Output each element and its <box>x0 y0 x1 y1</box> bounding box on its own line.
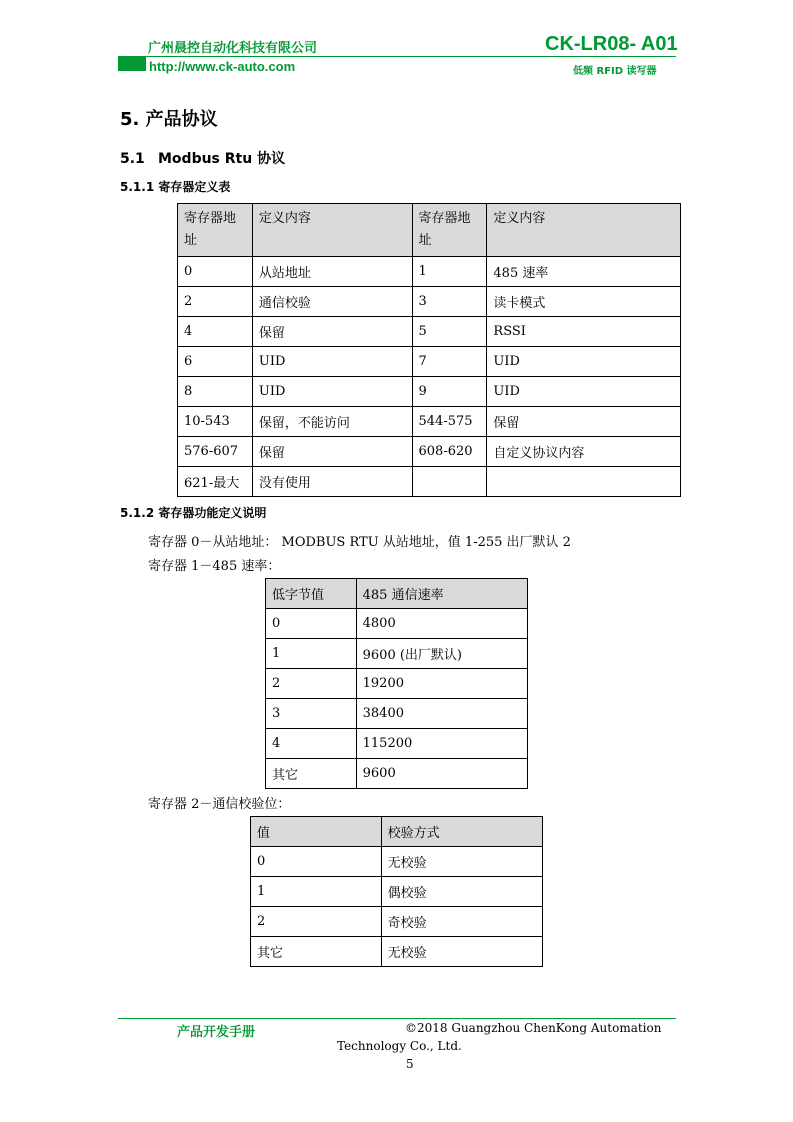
website-url: http://www.ck-auto.com <box>149 59 296 74</box>
table-cell: 1 <box>251 877 382 907</box>
subsection-title <box>120 148 285 168</box>
table-cell: 608-620 <box>412 437 487 467</box>
table-cell: 保留 <box>252 317 412 347</box>
table-row <box>266 699 528 729</box>
table-cell: UID <box>252 377 412 407</box>
table-cell: 0 <box>178 257 253 287</box>
table-row <box>266 609 528 639</box>
table-cell: 保留 <box>252 437 412 467</box>
table-row <box>178 347 681 377</box>
table-row <box>178 257 681 287</box>
register1-description: 寄存器 1－485 速率： <box>148 559 281 574</box>
table-cell: 没有使用 <box>252 467 412 497</box>
header-cell: 485 通信速率 <box>356 579 527 609</box>
table-header-row <box>251 817 543 847</box>
footer-copyright-line2: Technology Co., Ltd. <box>337 1039 462 1053</box>
footer-manual-title: 产品开发手册 <box>177 1025 256 1040</box>
header-cell: 寄存器地址 <box>412 204 487 257</box>
header-cell: 值 <box>251 817 382 847</box>
header-cell: 低字节值 <box>266 579 357 609</box>
table-cell: 621-最大 <box>178 467 253 497</box>
table-row <box>266 639 528 669</box>
table-cell: 3 <box>412 287 487 317</box>
subsection-label: Modbus Rtu 协议 <box>158 151 286 167</box>
register-table-heading: 5.1.1 寄存器定义表 <box>120 180 231 194</box>
table-row <box>266 729 528 759</box>
table-row <box>178 437 681 467</box>
register-function-heading: 5.1.2 寄存器功能定义说明 <box>120 506 267 520</box>
table-cell: 485 速率 <box>487 257 681 287</box>
table-cell: 3 <box>266 699 357 729</box>
table-cell: UID <box>487 377 681 407</box>
header-cell: 校验方式 <box>381 817 542 847</box>
table-cell: 4800 <box>356 609 527 639</box>
table-cell: 保留 <box>487 407 681 437</box>
table-cell: 4 <box>266 729 357 759</box>
table-cell: 保留，不能访问 <box>252 407 412 437</box>
table-cell: 2 <box>251 907 382 937</box>
table-cell: 4 <box>178 317 253 347</box>
product-subtitle: 低频 RFID 读写器 <box>573 66 657 77</box>
footer-divider <box>118 1018 676 1019</box>
table-cell: 无校验 <box>381 847 542 877</box>
model-number: CK-LR08- A01 <box>545 33 678 55</box>
table-cell: 通信校验 <box>252 287 412 317</box>
table-cell: 从站地址 <box>252 257 412 287</box>
table-row <box>178 377 681 407</box>
table-cell: 偶校验 <box>381 877 542 907</box>
table-cell: 8 <box>178 377 253 407</box>
table-row <box>266 669 528 699</box>
table-row <box>251 847 543 877</box>
table-cell: 其它 <box>266 759 357 789</box>
header-cell: 寄存器地址 <box>178 204 253 257</box>
table-cell: UID <box>487 347 681 377</box>
table-cell: 9 <box>412 377 487 407</box>
table-cell: 6 <box>178 347 253 377</box>
table-cell: 1 <box>266 639 357 669</box>
company-name: 广州晨控自动化科技有限公司 <box>148 41 318 56</box>
header-accent-bar <box>118 57 146 71</box>
subsection-number: 5.1 <box>120 151 145 167</box>
table-cell: 1 <box>412 257 487 287</box>
header-cell: 定义内容 <box>252 204 412 257</box>
table-cell: 38400 <box>356 699 527 729</box>
parity-table <box>250 816 543 967</box>
header-cell: 定义内容 <box>487 204 681 257</box>
footer-copyright: ©2018 Guangzhou ChenKong Automation <box>405 1021 662 1035</box>
page-number: 5 <box>406 1057 414 1071</box>
table-cell: UID <box>252 347 412 377</box>
table-cell: 9600 <box>356 759 527 789</box>
table-cell: 0 <box>251 847 382 877</box>
table-row <box>178 467 681 497</box>
table-cell: 2 <box>266 669 357 699</box>
register-definition-table <box>177 203 681 497</box>
table-cell: RSSI <box>487 317 681 347</box>
table-cell: 19200 <box>356 669 527 699</box>
section-title: 5. 产品协议 <box>120 109 218 130</box>
header-divider <box>118 56 676 57</box>
table-row <box>178 287 681 317</box>
table-cell: 576-607 <box>178 437 253 467</box>
table-cell: 5 <box>412 317 487 347</box>
table-cell: 0 <box>266 609 357 639</box>
table-cell: 读卡模式 <box>487 287 681 317</box>
table-row <box>251 907 543 937</box>
table-cell: 无校验 <box>381 937 542 967</box>
table-row <box>266 759 528 789</box>
register2-description: 寄存器 2－通信校验位： <box>148 797 291 812</box>
table-row <box>251 937 543 967</box>
table-cell: 奇校验 <box>381 907 542 937</box>
table-cell: 2 <box>178 287 253 317</box>
baud-rate-table <box>265 578 528 789</box>
table-cell: 9600 (出厂默认) <box>356 639 527 669</box>
table-cell: 10-543 <box>178 407 253 437</box>
register0-description: 寄存器 0－从站地址： MODBUS RTU 从站地址，值 1-255 出厂默认 2 <box>148 535 571 550</box>
table-cell <box>412 467 487 497</box>
table-row <box>178 407 681 437</box>
table-header-row <box>266 579 528 609</box>
table-cell: 自定义协议内容 <box>487 437 681 467</box>
table-cell: 7 <box>412 347 487 377</box>
table-cell <box>487 467 681 497</box>
table-cell: 其它 <box>251 937 382 967</box>
table-cell: 544-575 <box>412 407 487 437</box>
table-cell: 115200 <box>356 729 527 759</box>
table-row <box>251 877 543 907</box>
table-header-row <box>178 204 681 257</box>
table-row <box>178 317 681 347</box>
